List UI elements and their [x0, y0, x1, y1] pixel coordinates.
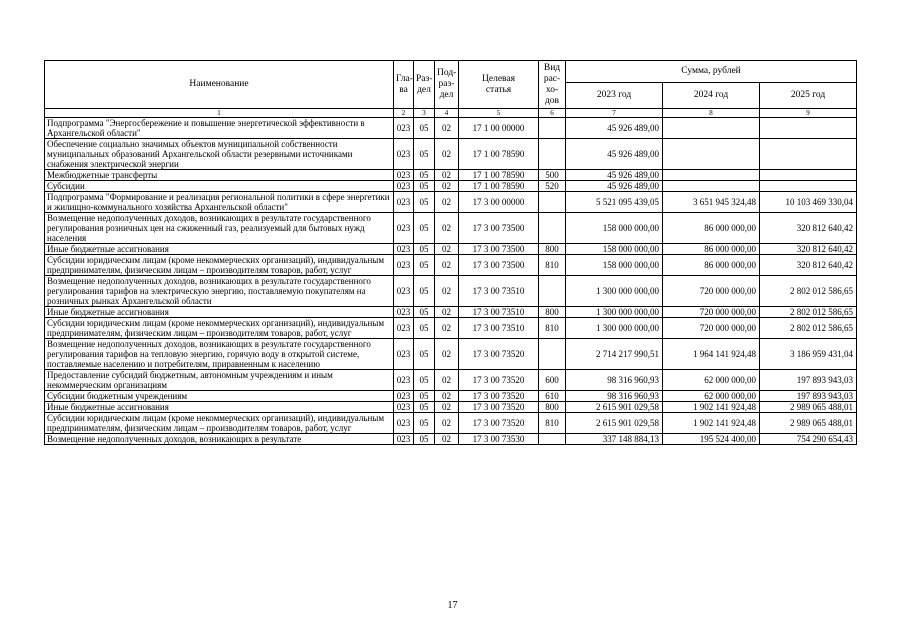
- cell-subsection: 02: [435, 192, 459, 213]
- cell-subsection: 02: [435, 118, 459, 139]
- cell-expense-type: [539, 139, 566, 170]
- cell-subsection: 02: [435, 181, 459, 192]
- cell-section: 05: [414, 434, 435, 445]
- header-expense-type: [539, 61, 566, 109]
- cell-expense-type: 500: [539, 170, 566, 181]
- cell-expense-type: [539, 434, 566, 445]
- cell-2025: [760, 139, 857, 170]
- cell-2023: 98 316 960,93: [566, 370, 663, 391]
- cell-2025: 2 989 065 488,01: [760, 402, 857, 413]
- cell-2023: 1 300 000 000,00: [566, 318, 663, 339]
- cell-name: Обеспечение социально значимых объектов муниципальной собственности муниципальных образований Архангельской области резервными источниками снабжения электрической энергии: [45, 139, 394, 170]
- cell-2024: [663, 139, 760, 170]
- header-year-2024: 2024 год: [663, 83, 760, 109]
- cell-chapter: 023: [394, 213, 414, 244]
- cell-subsection: 02: [435, 413, 459, 434]
- budget-table-sheet: [44, 60, 856, 445]
- cell-target: 17 3 00 73520: [459, 339, 539, 370]
- cell-chapter: 023: [394, 244, 414, 255]
- cell-chapter: 023: [394, 276, 414, 307]
- cell-section: 05: [414, 402, 435, 413]
- cell-2023: 158 000 000,00: [566, 255, 663, 276]
- cell-2024: 62 000 000,00: [663, 391, 760, 402]
- cell-target: 17 3 00 73520: [459, 391, 539, 402]
- table-body: [45, 118, 857, 445]
- table-row: [45, 307, 857, 318]
- table-row: [45, 192, 857, 213]
- cell-chapter: 023: [394, 413, 414, 434]
- cell-target: 17 3 00 73520: [459, 413, 539, 434]
- column-number: 2: [394, 109, 414, 118]
- cell-2024: 3 651 945 324,48: [663, 192, 760, 213]
- cell-2023: 337 148 884,13: [566, 434, 663, 445]
- cell-2025: [760, 181, 857, 192]
- cell-2023: 2 615 901 029,58: [566, 402, 663, 413]
- cell-section: 05: [414, 276, 435, 307]
- table-row: [45, 213, 857, 244]
- cell-target: 17 1 00 78590: [459, 170, 539, 181]
- cell-chapter: 023: [394, 307, 414, 318]
- cell-chapter: 023: [394, 434, 414, 445]
- cell-2023: 5 521 095 439,05: [566, 192, 663, 213]
- cell-chapter: 023: [394, 192, 414, 213]
- cell-target: 17 3 00 73520: [459, 370, 539, 391]
- table-row: [45, 402, 857, 413]
- cell-subsection: 02: [435, 255, 459, 276]
- table-row: [45, 139, 857, 170]
- cell-section: 05: [414, 307, 435, 318]
- cell-chapter: 023: [394, 391, 414, 402]
- cell-expense-type: [539, 339, 566, 370]
- cell-2024: [663, 170, 760, 181]
- cell-expense-type: [539, 213, 566, 244]
- budget-table: [44, 60, 857, 445]
- cell-section: 05: [414, 318, 435, 339]
- cell-target: 17 3 00 00000: [459, 192, 539, 213]
- cell-section: 05: [414, 139, 435, 170]
- cell-2023: 45 926 489,00: [566, 118, 663, 139]
- cell-name: Субсидии юридическим лицам (кроме некоммерческих организаций), индивидуальным предпринимателям, физическим лицам – производителям товаров, работ, услуг: [45, 255, 394, 276]
- cell-target: 17 3 00 73500: [459, 255, 539, 276]
- cell-2024: 86 000 000,00: [663, 244, 760, 255]
- cell-name: Возмещение недополученных доходов, возникающих в результате: [45, 434, 394, 445]
- cell-chapter: 023: [394, 170, 414, 181]
- column-number: 8: [663, 109, 760, 118]
- cell-2024: 86 000 000,00: [663, 255, 760, 276]
- header-subsection-label: Под- раз- дел: [437, 68, 457, 100]
- header-target: [459, 61, 539, 109]
- cell-expense-type: 810: [539, 318, 566, 339]
- cell-subsection: 02: [435, 213, 459, 244]
- cell-2025: 197 893 943,03: [760, 370, 857, 391]
- header-year-2023: 2023 год: [566, 83, 663, 109]
- cell-name: Иные бюджетные ассигнования: [45, 307, 394, 318]
- cell-expense-type: 600: [539, 370, 566, 391]
- cell-chapter: 023: [394, 318, 414, 339]
- cell-section: 05: [414, 213, 435, 244]
- cell-2023: 98 316 960,93: [566, 391, 663, 402]
- cell-2025: 2 802 012 586,65: [760, 276, 857, 307]
- cell-target: 17 3 00 73500: [459, 213, 539, 244]
- cell-2025: 2 989 065 488,01: [760, 413, 857, 434]
- table-row: [45, 370, 857, 391]
- header-name: Наименование: [45, 61, 394, 109]
- cell-2025: 320 812 640,42: [760, 244, 857, 255]
- header-target-label: Целевая статья: [482, 73, 515, 95]
- cell-name: Иные бюджетные ассигнования: [45, 244, 394, 255]
- cell-subsection: 02: [435, 307, 459, 318]
- cell-chapter: 023: [394, 339, 414, 370]
- cell-subsection: 02: [435, 339, 459, 370]
- cell-target: 17 3 00 73520: [459, 402, 539, 413]
- table-row: [45, 244, 857, 255]
- cell-target: 17 1 00 00000: [459, 118, 539, 139]
- cell-section: 05: [414, 370, 435, 391]
- table-row: [45, 318, 857, 339]
- cell-name: Иные бюджетные ассигнования: [45, 402, 394, 413]
- cell-section: 05: [414, 170, 435, 181]
- cell-target: 17 3 00 73510: [459, 318, 539, 339]
- table-row: [45, 118, 857, 139]
- cell-name: Субсидии бюджетным учреждениям: [45, 391, 394, 402]
- header-chapter-label: Гла- ва: [396, 73, 413, 95]
- cell-name: Подпрограмма "Энергосбережение и повышение энергетической эффективности в Архангельской области": [45, 118, 394, 139]
- cell-subsection: 02: [435, 318, 459, 339]
- column-number: 5: [459, 109, 539, 118]
- cell-name: Субсидии: [45, 181, 394, 192]
- cell-expense-type: 520: [539, 181, 566, 192]
- cell-target: 17 3 00 73530: [459, 434, 539, 445]
- cell-2024: 86 000 000,00: [663, 213, 760, 244]
- header-chapter: [394, 61, 414, 109]
- cell-name: Возмещение недополученных доходов, возникающих в результате государственного регулирования тарифов на тепловую энергию, горячую воду в открытой системе, поставляемые населению и потребителям, приравненным к населению: [45, 339, 394, 370]
- cell-chapter: 023: [394, 181, 414, 192]
- cell-expense-type: [539, 192, 566, 213]
- cell-section: 05: [414, 118, 435, 139]
- header-subsection: [435, 61, 459, 109]
- cell-2023: 158 000 000,00: [566, 244, 663, 255]
- cell-name: Возмещение недополученных доходов, возникающих в результате государственного регулирования тарифов на электрическую энергию, поставляемую покупателям на розничных рынках Архангельской области: [45, 276, 394, 307]
- header-amount-group: Сумма, рублей: [566, 61, 857, 83]
- cell-2025: [760, 118, 857, 139]
- cell-expense-type: 810: [539, 413, 566, 434]
- cell-name: Межбюджетные трансферты: [45, 170, 394, 181]
- cell-subsection: 02: [435, 170, 459, 181]
- table-row: [45, 276, 857, 307]
- cell-2023: 1 300 000 000,00: [566, 307, 663, 318]
- cell-name: Субсидии юридическим лицам (кроме некоммерческих организаций), индивидуальным предпринимателям, физическим лицам – производителям товаров, работ, услуг: [45, 413, 394, 434]
- cell-section: 05: [414, 413, 435, 434]
- cell-subsection: 02: [435, 434, 459, 445]
- cell-2024: 195 524 400,00: [663, 434, 760, 445]
- cell-target: 17 3 00 73510: [459, 276, 539, 307]
- cell-expense-type: 800: [539, 244, 566, 255]
- cell-chapter: 023: [394, 118, 414, 139]
- table-row: [45, 413, 857, 434]
- cell-2024: [663, 118, 760, 139]
- cell-expense-type: 800: [539, 402, 566, 413]
- cell-subsection: 02: [435, 402, 459, 413]
- cell-section: 05: [414, 255, 435, 276]
- column-number: 1: [45, 109, 394, 118]
- cell-target: 17 1 00 78590: [459, 181, 539, 192]
- cell-2024: 720 000 000,00: [663, 307, 760, 318]
- cell-expense-type: [539, 276, 566, 307]
- cell-2023: 158 000 000,00: [566, 213, 663, 244]
- cell-section: 05: [414, 391, 435, 402]
- cell-2024: 1 902 141 924,48: [663, 413, 760, 434]
- cell-2023: 2 615 901 029,58: [566, 413, 663, 434]
- cell-subsection: 02: [435, 370, 459, 391]
- column-number: 7: [566, 109, 663, 118]
- cell-2023: 45 926 489,00: [566, 139, 663, 170]
- cell-2023: 2 714 217 990,51: [566, 339, 663, 370]
- header-section: [414, 61, 435, 109]
- cell-2025: 197 893 943,03: [760, 391, 857, 402]
- cell-2024: 720 000 000,00: [663, 276, 760, 307]
- cell-2025: 754 290 654,43: [760, 434, 857, 445]
- column-numbers-row: [45, 109, 857, 118]
- cell-name: Субсидии юридическим лицам (кроме некоммерческих организаций), индивидуальным предпринимателям, физическим лицам – производителям товаров, работ, услуг: [45, 318, 394, 339]
- cell-2025: 320 812 640,42: [760, 213, 857, 244]
- table-row: [45, 339, 857, 370]
- cell-2025: 2 802 012 586,65: [760, 307, 857, 318]
- cell-chapter: 023: [394, 255, 414, 276]
- cell-2025: [760, 170, 857, 181]
- cell-2024: 1 964 141 924,48: [663, 339, 760, 370]
- column-number: 3: [414, 109, 435, 118]
- table-row: [45, 181, 857, 192]
- header-section-label: Раз- дел: [416, 73, 433, 95]
- cell-target: 17 1 00 78590: [459, 139, 539, 170]
- cell-section: 05: [414, 192, 435, 213]
- cell-2024: 62 000 000,00: [663, 370, 760, 391]
- cell-2024: [663, 181, 760, 192]
- header-year-2025: 2025 год: [760, 83, 857, 109]
- cell-2023: 45 926 489,00: [566, 170, 663, 181]
- cell-name: Возмещение недополученных доходов, возникающих в результате государственного регулирования розничных цен на сжиженный газ, реализуемый для бытовых нужд населения: [45, 213, 394, 244]
- cell-subsection: 02: [435, 139, 459, 170]
- cell-2024: 1 902 141 924,48: [663, 402, 760, 413]
- table-row: [45, 434, 857, 445]
- cell-target: 17 3 00 73500: [459, 244, 539, 255]
- column-number: 6: [539, 109, 566, 118]
- cell-subsection: 02: [435, 276, 459, 307]
- cell-name: Предоставление субсидий бюджетным, автономным учреждениям и иным некоммерческим организациям: [45, 370, 394, 391]
- cell-section: 05: [414, 244, 435, 255]
- table-row: [45, 255, 857, 276]
- table-row: [45, 391, 857, 402]
- cell-2023: 45 926 489,00: [566, 181, 663, 192]
- cell-chapter: 023: [394, 402, 414, 413]
- cell-subsection: 02: [435, 244, 459, 255]
- cell-section: 05: [414, 339, 435, 370]
- cell-chapter: 023: [394, 139, 414, 170]
- cell-chapter: 023: [394, 370, 414, 391]
- cell-subsection: 02: [435, 391, 459, 402]
- column-number: 4: [435, 109, 459, 118]
- cell-expense-type: 610: [539, 391, 566, 402]
- cell-expense-type: [539, 118, 566, 139]
- header-expense-type-label: Вид рас- хо- дов: [543, 62, 561, 106]
- cell-name: Подпрограмма "Формирование и реализация региональной политики в сфере энергетики и жилищно-коммунального хозяйства Архангельской области": [45, 192, 394, 213]
- cell-target: 17 3 00 73510: [459, 307, 539, 318]
- cell-2025: 10 103 469 330,04: [760, 192, 857, 213]
- cell-expense-type: 800: [539, 307, 566, 318]
- table-row: [45, 170, 857, 181]
- cell-2025: 2 802 012 586,65: [760, 318, 857, 339]
- cell-2024: 720 000 000,00: [663, 318, 760, 339]
- cell-2025: 320 812 640,42: [760, 255, 857, 276]
- cell-expense-type: 810: [539, 255, 566, 276]
- cell-2025: 3 186 959 431,04: [760, 339, 857, 370]
- cell-2023: 1 300 000 000,00: [566, 276, 663, 307]
- column-number: 9: [760, 109, 857, 118]
- page-number: 17: [447, 600, 458, 611]
- cell-section: 05: [414, 181, 435, 192]
